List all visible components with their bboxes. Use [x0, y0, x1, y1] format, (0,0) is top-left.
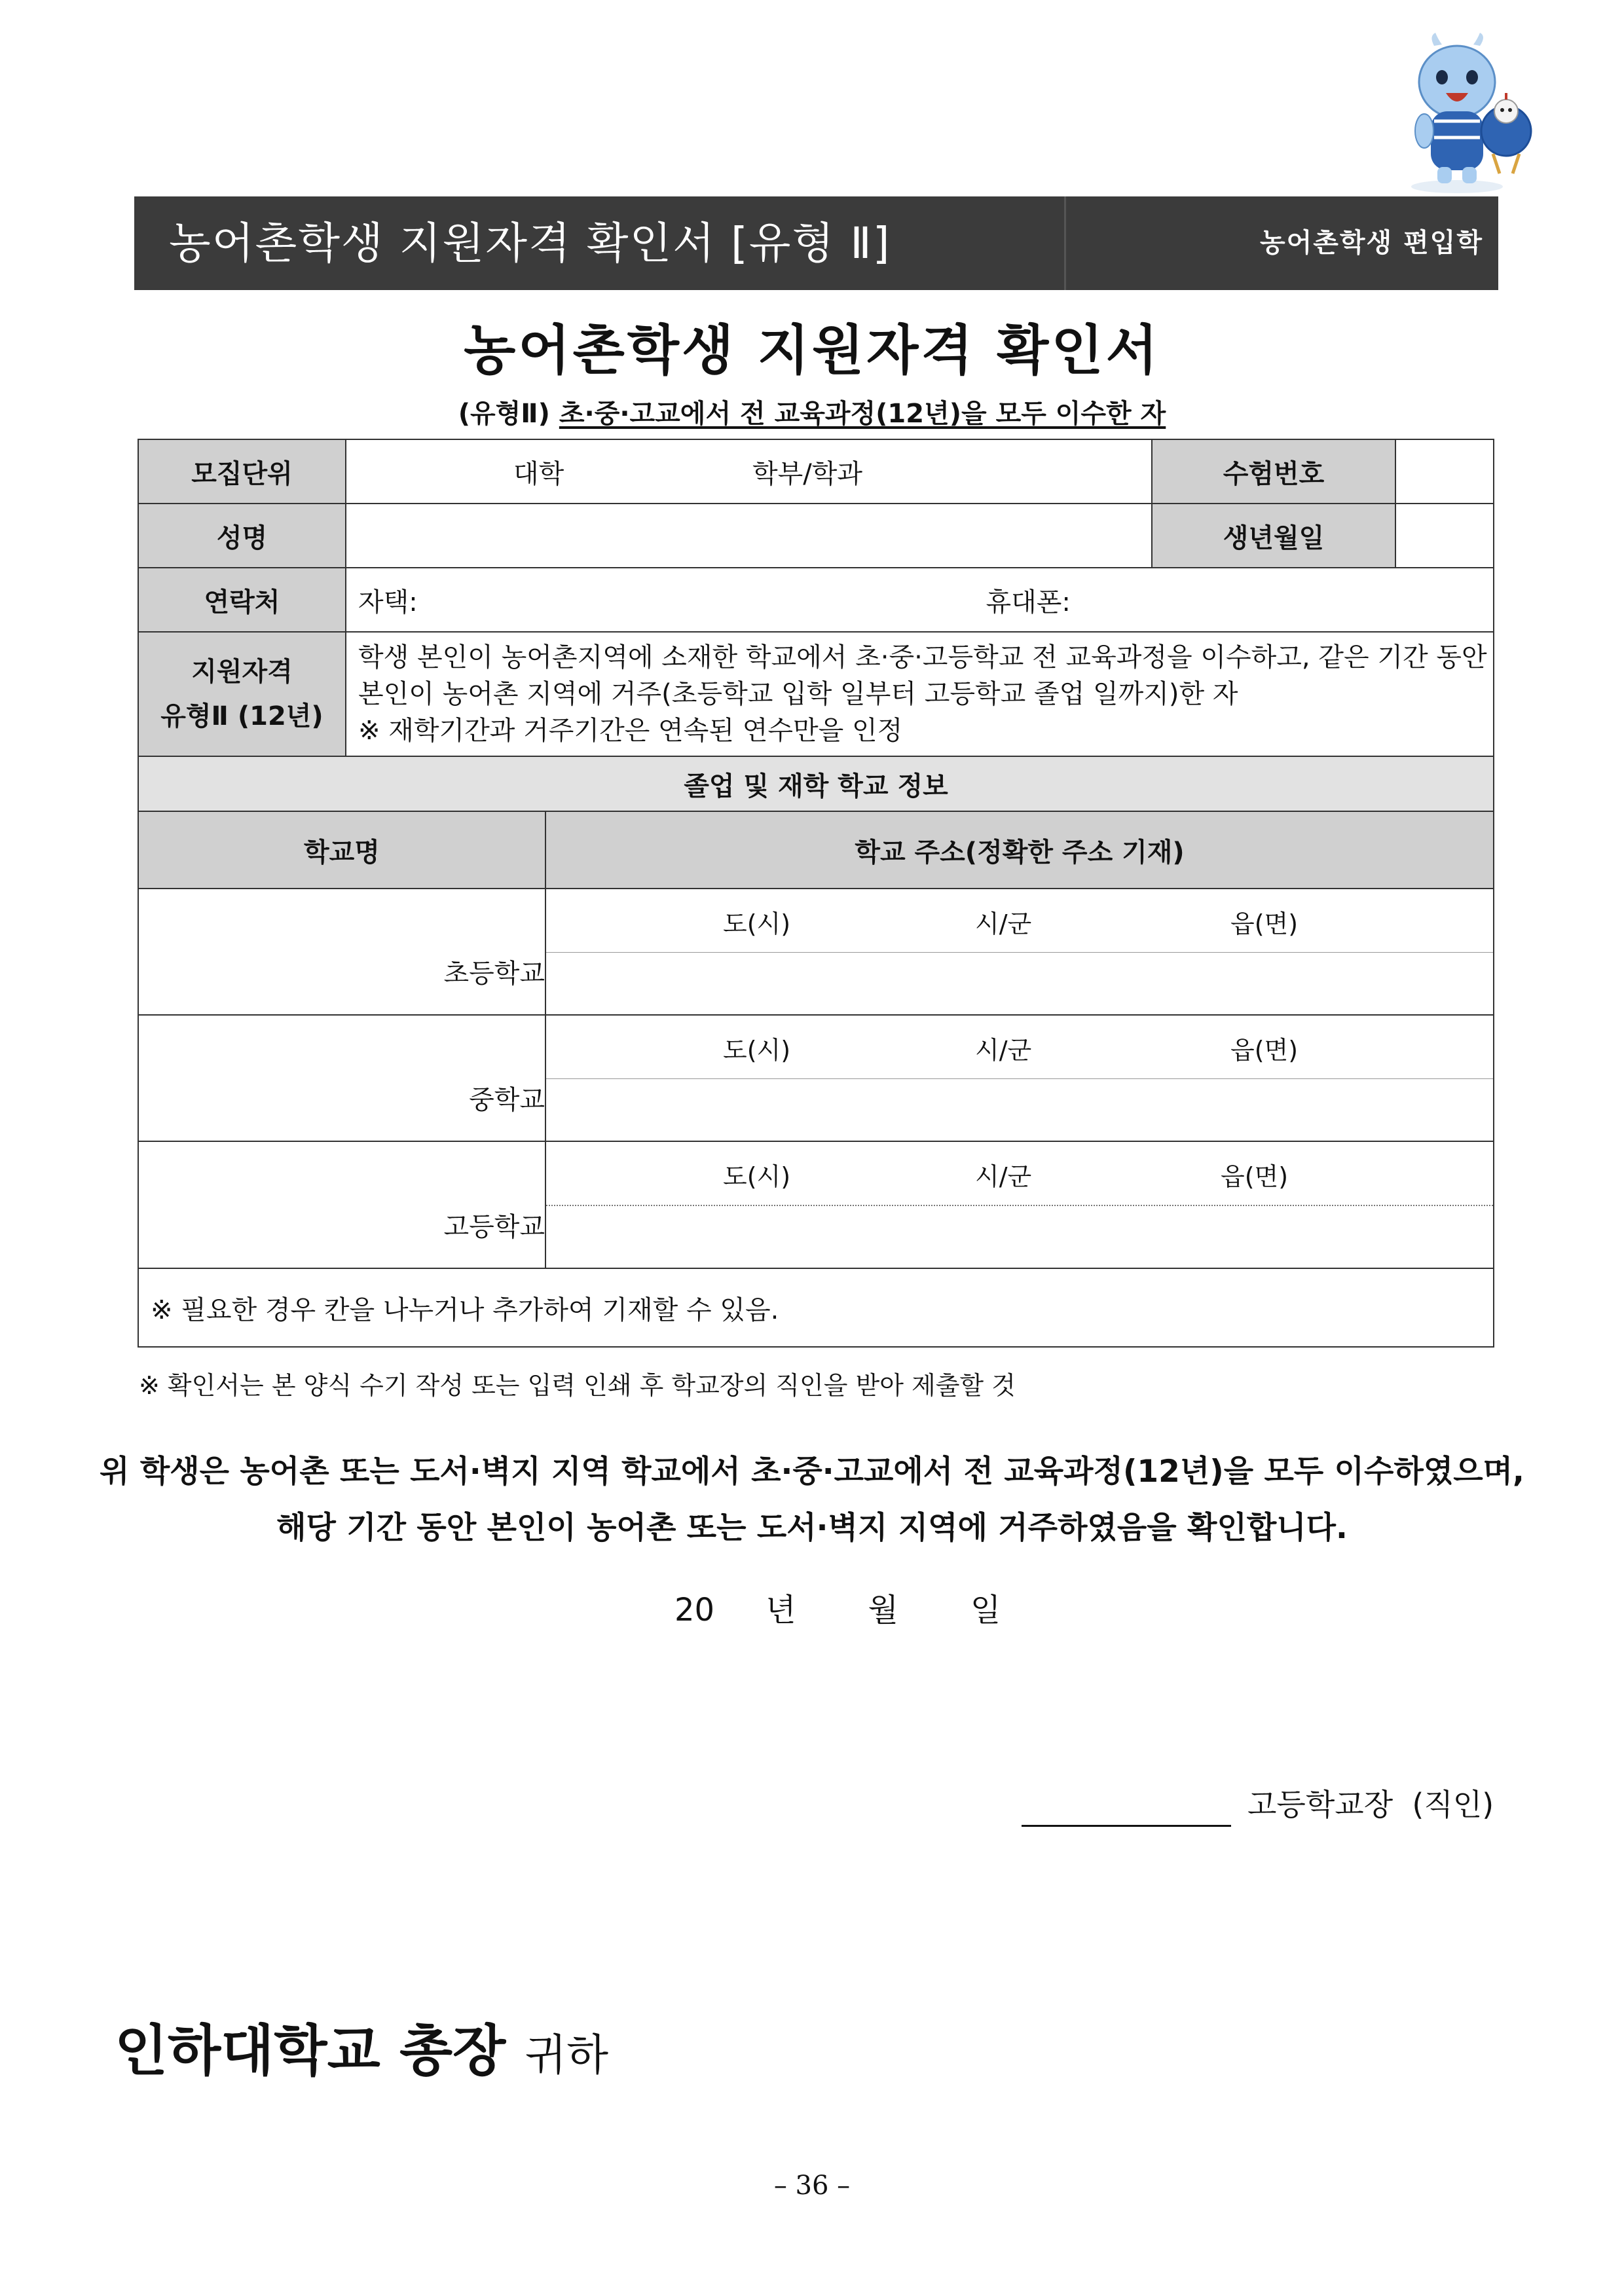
high-school-field[interactable]	[138, 1141, 545, 1268]
department-label: 학부/학과	[752, 458, 863, 489]
qualification-label	[138, 632, 346, 756]
application-form-table	[138, 439, 1494, 1348]
school-name: 중학교	[469, 1085, 545, 1115]
birthdate-label: 생년월일	[1152, 504, 1395, 568]
exam-number-label: 수험번호	[1152, 439, 1395, 504]
subtitle-underlined: 초·중·고교에서 전 교육과정(12년)을 모두 이수한 자	[559, 399, 1166, 429]
town-label: 읍(면)	[1221, 1162, 1289, 1191]
banner-divider	[1064, 196, 1066, 290]
date-month: 월	[868, 1592, 898, 1628]
university-label: 대학	[513, 458, 564, 489]
elementary-address-field[interactable]	[545, 889, 1494, 1015]
school-name-header: 학교명	[138, 811, 545, 889]
date-day: 일	[970, 1592, 1001, 1628]
principal-seal-label: 고등학교장 (직인)	[1247, 1787, 1494, 1822]
city-label: 시/군	[975, 1162, 1032, 1191]
qualification-label-line2: 유형Ⅱ (12년)	[160, 701, 323, 731]
qualification-label-line1: 지원자격	[191, 657, 293, 687]
qualification-line2: 본인이 농어촌 지역에 거주(초등학교 입학 일부터 고등학교 졸업 일까지)한 자	[358, 679, 1238, 709]
page-number: – 36 –	[773, 2171, 851, 2201]
town-label: 읍(면)	[1230, 909, 1299, 938]
date-line[interactable]	[674, 1585, 1052, 1630]
contact-label: 연락처	[138, 568, 346, 632]
subtitle-prefix: (유형Ⅱ)	[458, 399, 559, 429]
qualification-description	[346, 632, 1494, 756]
qualification-line3: ※ 재학기간과 거주기간은 연속된 연수만을 인정	[358, 716, 903, 746]
province-label: 도(시)	[723, 1162, 791, 1191]
birthdate-field[interactable]	[1395, 504, 1494, 568]
submission-footnote: ※ 확인서는 본 양식 수기 작성 또는 입력 인쇄 후 학교장의 직인을 받아 제출할 것	[139, 1371, 1016, 1400]
addressee-suffix: 귀하	[525, 2030, 609, 2080]
signature-line[interactable]	[1022, 1825, 1231, 1827]
date-year: 년	[766, 1592, 796, 1628]
province-label: 도(시)	[723, 909, 791, 938]
name-field[interactable]	[346, 504, 1152, 568]
city-label: 시/군	[975, 1036, 1032, 1065]
recruit-unit-field[interactable]	[346, 439, 1152, 504]
statement-line1: 위 학생은 농어촌 또는 도서·벽지 지역 학교에서 초·중·고교에서 전 교육과정(12년)을 모두 이수하였으며,	[100, 1454, 1524, 1490]
exam-number-field[interactable]	[1395, 439, 1494, 504]
province-label: 도(시)	[723, 1036, 791, 1065]
mobile-label: 휴대폰:	[986, 587, 1071, 617]
mascot-illustration	[1395, 33, 1539, 196]
statement-line2: 해당 기간 동안 본인이 농어촌 또는 도서·벽지 지역에 거주하였음을 확인합니다.	[276, 1510, 1348, 1546]
school-info-header: 졸업 및 재학 학교 정보	[138, 756, 1494, 811]
confirmation-statement	[0, 1444, 1624, 1556]
school-name: 초등학교	[443, 959, 545, 989]
qualification-line1: 학생 본인이 농어촌지역에 소재한 학교에서 초·중·고등학교 전 교육과정을 이수하고, 같은 기간 동안	[358, 642, 1487, 672]
city-label: 시/군	[975, 909, 1032, 938]
elementary-school-field[interactable]	[138, 889, 545, 1015]
contact-field[interactable]	[346, 568, 1494, 632]
school-address-header: 학교 주소(정확한 주소 기재)	[545, 811, 1494, 889]
banner-category-label: 농어촌학생 편입학	[1259, 228, 1483, 258]
recruit-unit-label: 모집단위	[138, 439, 346, 504]
middle-address-field[interactable]	[545, 1015, 1494, 1141]
town-label: 읍(면)	[1230, 1036, 1299, 1065]
school-name: 고등학교	[443, 1211, 545, 1242]
date-year-prefix: 20	[674, 1592, 715, 1628]
table-note: ※ 필요한 경우 칸을 나누거나 추가하여 기재할 수 있음.	[138, 1268, 1494, 1347]
document-subtitle	[0, 393, 1624, 430]
high-address-field[interactable]	[545, 1141, 1494, 1268]
middle-school-field[interactable]	[138, 1015, 545, 1141]
name-label: 성명	[138, 504, 346, 568]
addressee-main: 인하대학교 총장	[115, 2019, 506, 2083]
home-phone-label: 자택:	[358, 587, 418, 617]
document-title: 농어촌학생 지원자격 확인서	[464, 320, 1160, 382]
addressee	[115, 2007, 608, 2086]
banner-title: 농어촌학생 지원자격 확인서 [유형 Ⅱ]	[169, 218, 891, 268]
